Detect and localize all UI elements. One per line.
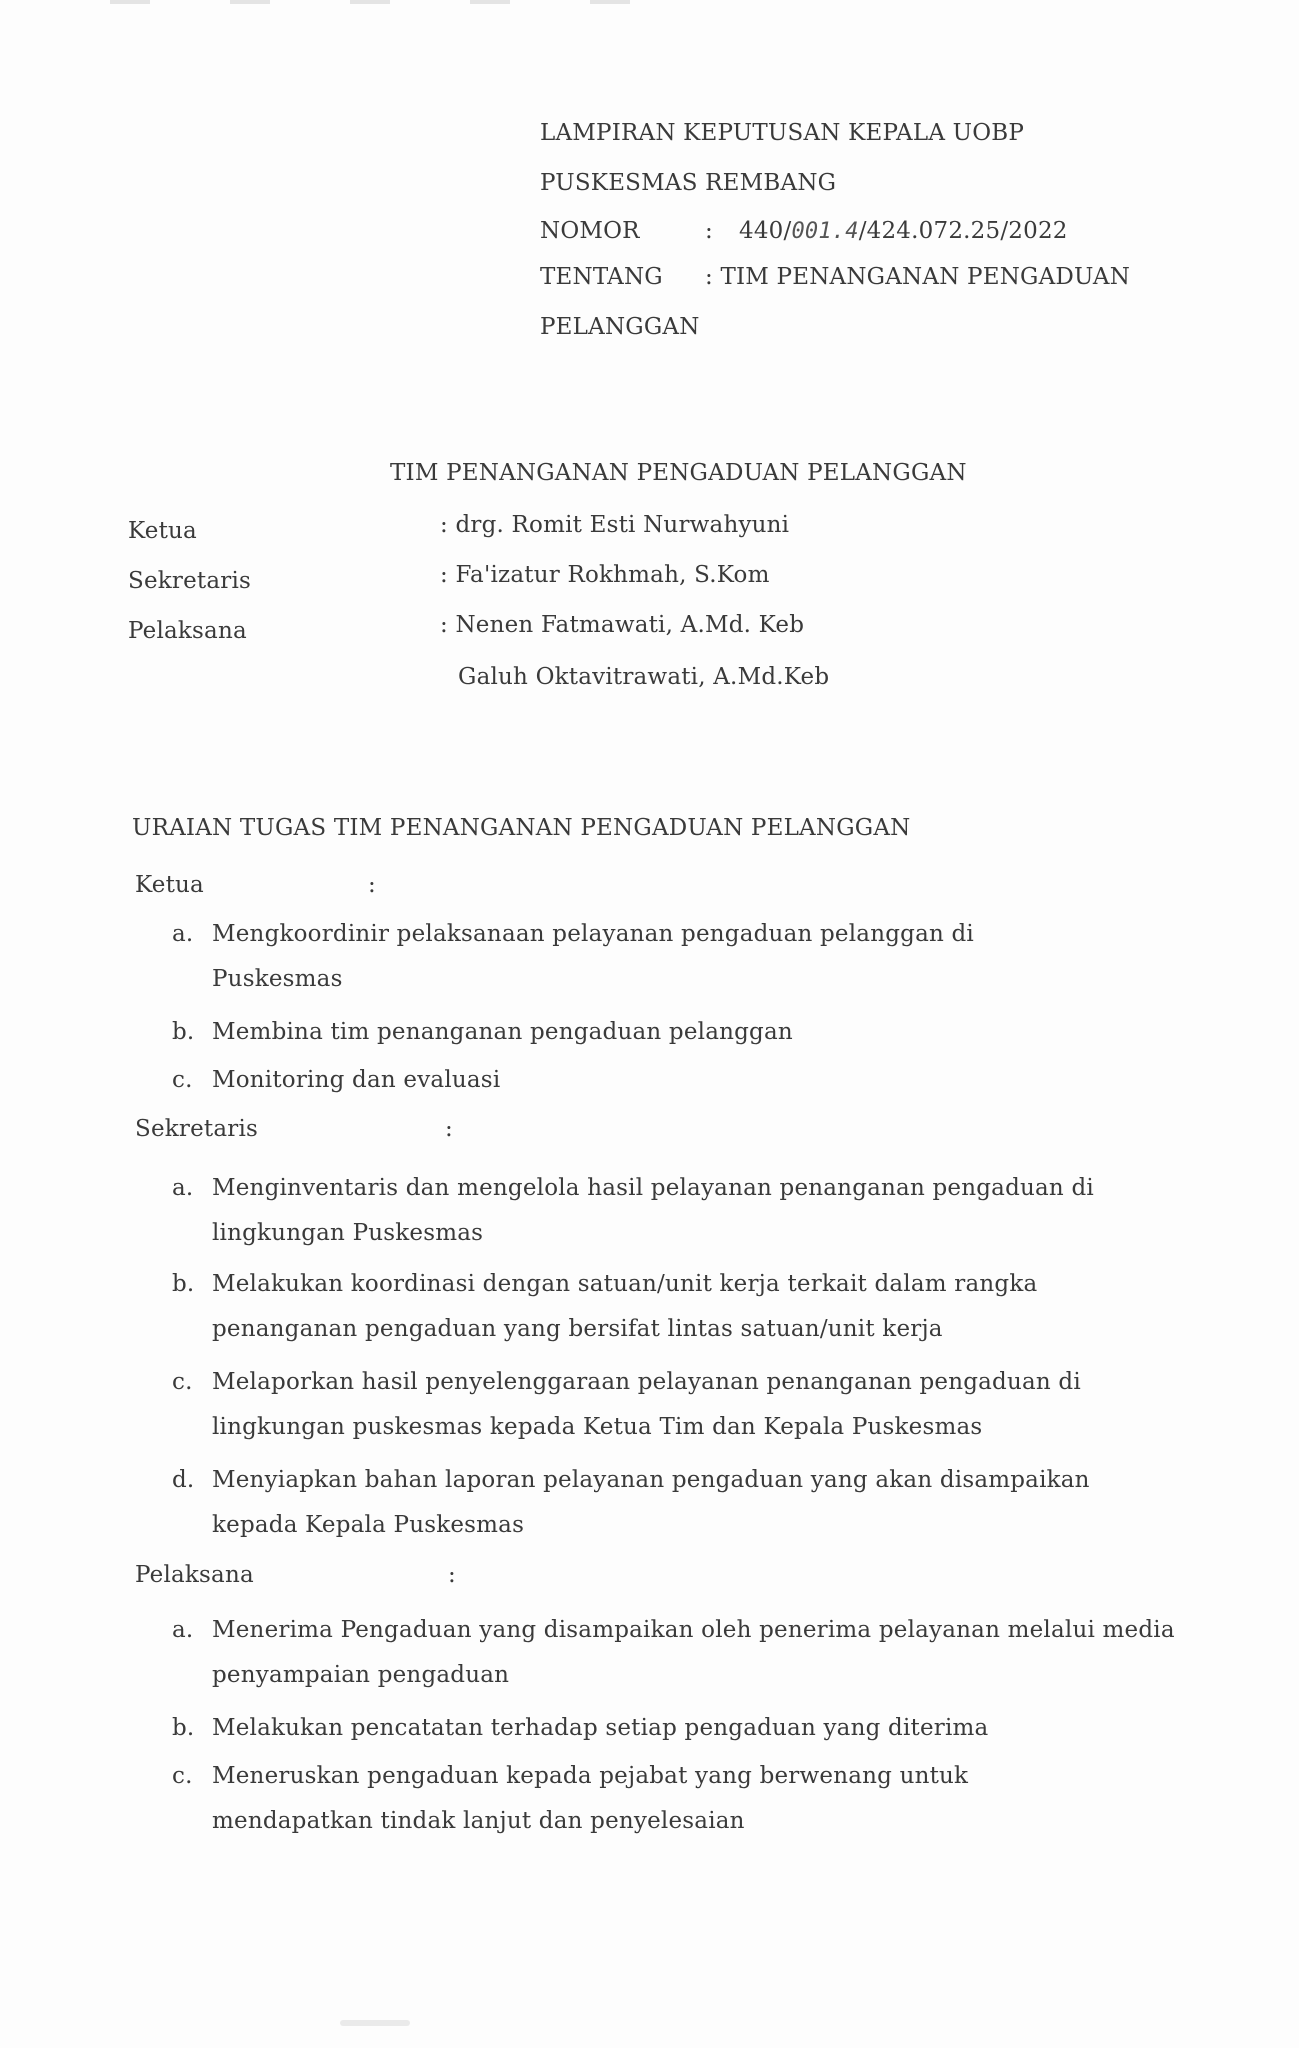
- header-tentang: [540, 264, 1130, 290]
- duty-role-sekretaris-colon: :: [445, 1116, 453, 1142]
- duty-item-text: Melaporkan hasil penyelenggaraan pelayanan penanganan pengaduan di lingkungan puskesmas kepada Ketua Tim dan Kepala Puskesmas: [212, 1369, 1081, 1440]
- duty-item: [172, 1166, 1182, 1256]
- duty-item: [172, 1608, 1182, 1698]
- duty-item-text: Menginventaris dan mengelola hasil pelayanan penanganan pengaduan di lingkungan Puskesmas: [212, 1175, 1094, 1246]
- duty-role-pelaksana-colon: :: [448, 1562, 456, 1588]
- duty-item-marker: c.: [172, 1369, 193, 1395]
- team-name-ketua: : drg. Romit Esti Nurwahyuni: [440, 512, 790, 538]
- team-role-ketua: Ketua: [128, 518, 197, 544]
- duty-role-pelaksana: Pelaksana: [135, 1562, 254, 1588]
- tentang-label: TENTANG: [540, 264, 663, 290]
- duty-item-text: Menerima Pengaduan yang disampaikan oleh penerima pelayanan melalui media penyampaian pengaduan: [212, 1617, 1175, 1688]
- duty-item: [172, 1754, 1182, 1844]
- duty-item: [172, 1706, 1182, 1751]
- duty-item-marker: c.: [172, 1067, 193, 1093]
- duty-item: [172, 1010, 1182, 1055]
- team-name-pelaksana-2: Galuh Oktavitrawati, A.Md.Keb: [458, 664, 830, 690]
- duty-item: [172, 912, 1182, 1002]
- duty-item-marker: b.: [172, 1715, 195, 1741]
- duty-item: [172, 1458, 1182, 1548]
- duty-item-text: Monitoring dan evaluasi: [212, 1067, 501, 1093]
- tentang-value: : TIM PENANGANAN PENGADUAN: [705, 264, 1131, 290]
- duty-item-text: Melakukan pencatatan terhadap setiap pengaduan yang diterima: [212, 1715, 989, 1741]
- nomor-sep: :: [705, 218, 713, 244]
- duty-item-text: Menyiapkan bahan laporan pelayanan pengaduan yang akan disampaikan kepada Kepala Puskesmas: [212, 1467, 1090, 1538]
- duty-item-marker: c.: [172, 1763, 193, 1789]
- header-line-2: PUSKESMAS REMBANG: [540, 170, 837, 196]
- duty-role-ketua: Ketua: [135, 872, 204, 898]
- team-name-sekretaris: : Fa'izatur Rokhmah, S.Kom: [440, 562, 770, 588]
- duty-item-text: Meneruskan pengaduan kepada pejabat yang berwenang untuk mendapatkan tindak lanjut dan penyelesaian: [212, 1763, 969, 1834]
- duty-role-ketua-colon: :: [368, 872, 376, 898]
- nomor-prefix: 440/: [739, 218, 792, 244]
- nomor-label: NOMOR: [540, 218, 640, 244]
- duty-item-marker: a.: [172, 1175, 194, 1201]
- duty-item: [172, 1262, 1182, 1352]
- team-role-pelaksana: Pelaksana: [128, 618, 247, 644]
- tentang-value-cont: PELANGGAN: [540, 314, 700, 340]
- team-role-sekretaris: Sekretaris: [128, 568, 252, 594]
- nomor-suffix: /424.072.25/2022: [858, 218, 1068, 244]
- duty-item-marker: b.: [172, 1019, 195, 1045]
- duty-item-marker: b.: [172, 1271, 195, 1297]
- duty-item-text: Melakukan koordinasi dengan satuan/unit kerja terkait dalam rangka penanganan pengaduan yang bersifat lintas satuan/unit kerja: [212, 1271, 1038, 1342]
- duties-title: URAIAN TUGAS TIM PENANGANAN PENGADUAN PELANGGAN: [132, 815, 911, 841]
- duty-item: [172, 1058, 1182, 1103]
- duty-role-sekretaris: Sekretaris: [135, 1116, 259, 1142]
- header-line-1: LAMPIRAN KEPUTUSAN KEPALA UOBP: [540, 120, 1025, 146]
- nomor-handwritten: 001.4: [791, 219, 859, 244]
- team-title: TIM PENANGANAN PENGADUAN PELANGGAN: [390, 460, 967, 486]
- duty-item-marker: d.: [172, 1467, 195, 1493]
- duty-item-text: Mengkoordinir pelaksanaan pelayanan pengaduan pelanggan di Puskesmas: [212, 921, 974, 992]
- header-nomor: [540, 218, 1068, 244]
- duty-item-text: Membina tim penanganan pengaduan pelanggan: [212, 1019, 793, 1045]
- team-name-pelaksana: : Nenen Fatmawati, A.Md. Keb: [440, 612, 805, 638]
- scan-noise-bottom: [340, 2020, 410, 2026]
- duty-item-marker: a.: [172, 921, 194, 947]
- scan-noise-top: [110, 0, 710, 4]
- duty-item: [172, 1360, 1182, 1450]
- duty-item-marker: a.: [172, 1617, 194, 1643]
